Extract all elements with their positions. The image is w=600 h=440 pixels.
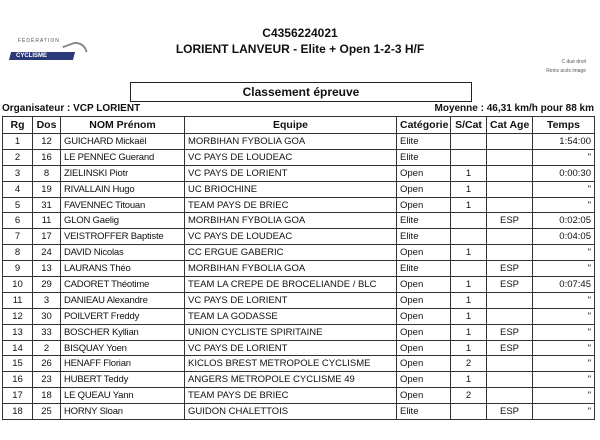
cell-bib: 11 bbox=[33, 213, 61, 229]
cell-age-category bbox=[487, 229, 533, 245]
cell-age-category bbox=[487, 356, 533, 372]
cell-bib: 25 bbox=[33, 404, 61, 420]
table-row bbox=[3, 181, 595, 197]
cell-age-category: ESP bbox=[487, 277, 533, 293]
cell-bib: 12 bbox=[33, 134, 61, 150]
classement-banner: Classement épreuve bbox=[130, 82, 472, 102]
cell-bib: 31 bbox=[33, 197, 61, 213]
cell-time: 0:04:05 bbox=[533, 229, 595, 245]
cell-time: " bbox=[533, 324, 595, 340]
cell-team-name: TEAM PAYS DE BRIEC bbox=[185, 197, 397, 213]
table-row bbox=[3, 308, 595, 324]
cell-team-name: TEAM PAYS DE BRIEC bbox=[185, 388, 397, 404]
cell-age-category: ESP bbox=[487, 340, 533, 356]
cell-rank: 9 bbox=[3, 261, 33, 277]
col-team: Equipe bbox=[185, 117, 397, 134]
cell-time: 0:07:45 bbox=[533, 277, 595, 293]
cell-age-category bbox=[487, 165, 533, 181]
cell-category: Elite bbox=[397, 149, 451, 165]
cell-subcategory: 2 bbox=[451, 388, 487, 404]
cell-rank: 2 bbox=[3, 149, 33, 165]
cell-bib: 24 bbox=[33, 245, 61, 261]
cell-rider-name: HUBERT Teddy bbox=[61, 372, 185, 388]
table-row bbox=[3, 404, 595, 420]
cell-subcategory: 1 bbox=[451, 292, 487, 308]
cell-subcategory: 1 bbox=[451, 245, 487, 261]
cell-rider-name: RIVALLAIN Hugo bbox=[61, 181, 185, 197]
cell-category: Open bbox=[397, 356, 451, 372]
cell-subcategory: 1 bbox=[451, 197, 487, 213]
cell-time: 0:00:30 bbox=[533, 165, 595, 181]
cell-rank: 1 bbox=[3, 134, 33, 150]
cell-team-name: VC PAYS DE LORIENT bbox=[185, 340, 397, 356]
cell-age-category bbox=[487, 388, 533, 404]
cell-team-name: MORBIHAN FYBOLIA GOA bbox=[185, 134, 397, 150]
table-row bbox=[3, 324, 595, 340]
col-rg: Rg bbox=[3, 117, 33, 134]
cell-rank: 5 bbox=[3, 197, 33, 213]
cell-rank: 10 bbox=[3, 277, 33, 293]
cell-age-category bbox=[487, 308, 533, 324]
table-row bbox=[3, 372, 595, 388]
table-row bbox=[3, 277, 595, 293]
cell-rider-name: BOSCHER Kyllian bbox=[61, 324, 185, 340]
cell-bib: 26 bbox=[33, 356, 61, 372]
cell-time: " bbox=[533, 404, 595, 420]
cell-team-name: UNION CYCLISTE SPIRITAINE bbox=[185, 324, 397, 340]
cell-time: " bbox=[533, 292, 595, 308]
cell-subcategory bbox=[451, 149, 487, 165]
cell-rider-name: DAVID Nicolas bbox=[61, 245, 185, 261]
cell-age-category bbox=[487, 372, 533, 388]
cell-category: Open bbox=[397, 292, 451, 308]
cell-category: Open bbox=[397, 277, 451, 293]
cell-team-name: CC ERGUE GABERIC bbox=[185, 245, 397, 261]
cell-time: 1:54:00 bbox=[533, 134, 595, 150]
cell-rider-name: LAURANS Théo bbox=[61, 261, 185, 277]
rights-note bbox=[546, 58, 586, 76]
cell-rank: 8 bbox=[3, 245, 33, 261]
cell-subcategory: 2 bbox=[451, 356, 487, 372]
rights-line-1: C dué droit bbox=[561, 59, 586, 65]
col-age-category: Cat Age bbox=[487, 117, 533, 134]
table-row bbox=[3, 165, 595, 181]
cell-category: Open bbox=[397, 372, 451, 388]
cell-category: Elite bbox=[397, 229, 451, 245]
average-speed: Moyenne : 46,31 km/h pour 88 km bbox=[434, 103, 594, 114]
cell-rider-name: ZIELINSKI Piotr bbox=[61, 165, 185, 181]
table-row bbox=[3, 149, 595, 165]
cell-rank: 4 bbox=[3, 181, 33, 197]
cell-team-name: TEAM LA GODASSE bbox=[185, 308, 397, 324]
cell-team-name: VC PAYS DE LOUDEAC bbox=[185, 229, 397, 245]
cell-category: Open bbox=[397, 388, 451, 404]
cell-team-name: GUIDON CHALETTOIS bbox=[185, 404, 397, 420]
results-body bbox=[3, 134, 595, 420]
cell-rank: 17 bbox=[3, 388, 33, 404]
cell-time: " bbox=[533, 340, 595, 356]
col-category: Catégorie bbox=[397, 117, 451, 134]
cell-rank: 13 bbox=[3, 324, 33, 340]
cell-category: Open bbox=[397, 197, 451, 213]
cell-bib: 18 bbox=[33, 388, 61, 404]
cell-age-category bbox=[487, 292, 533, 308]
cell-rider-name: HORNY Sloan bbox=[61, 404, 185, 420]
table-row bbox=[3, 245, 595, 261]
cell-subcategory: 1 bbox=[451, 340, 487, 356]
cell-category: Open bbox=[397, 165, 451, 181]
cell-rank: 3 bbox=[3, 165, 33, 181]
cell-age-category bbox=[487, 197, 533, 213]
cell-rank: 18 bbox=[3, 404, 33, 420]
cell-subcategory bbox=[451, 134, 487, 150]
cell-rider-name: DANIEAU Alexandre bbox=[61, 292, 185, 308]
cell-team-name: TEAM LA CREPE DE BROCELIANDE / BLC bbox=[185, 277, 397, 293]
race-id: C4356224021 bbox=[262, 26, 338, 40]
cell-subcategory bbox=[451, 261, 487, 277]
table-row bbox=[3, 229, 595, 245]
cell-time: " bbox=[533, 149, 595, 165]
cell-subcategory: 1 bbox=[451, 165, 487, 181]
table-row bbox=[3, 388, 595, 404]
cell-bib: 3 bbox=[33, 292, 61, 308]
results-table bbox=[2, 116, 595, 420]
cell-age-category bbox=[487, 181, 533, 197]
cell-rider-name: HENAFF Florian bbox=[61, 356, 185, 372]
cell-bib: 23 bbox=[33, 372, 61, 388]
cell-age-category bbox=[487, 149, 533, 165]
cell-bib: 29 bbox=[33, 277, 61, 293]
organizer: Organisateur : VCP LORIENT bbox=[2, 103, 141, 114]
cell-bib: 19 bbox=[33, 181, 61, 197]
cell-rider-name: FAVENNEC Titouan bbox=[61, 197, 185, 213]
cell-category: Elite bbox=[397, 404, 451, 420]
cell-subcategory: 1 bbox=[451, 308, 487, 324]
cell-team-name: MORBIHAN FYBOLIA GOA bbox=[185, 261, 397, 277]
cell-category: Open bbox=[397, 324, 451, 340]
table-row bbox=[3, 197, 595, 213]
cell-subcategory bbox=[451, 229, 487, 245]
cell-subcategory: 1 bbox=[451, 181, 487, 197]
cell-category: Elite bbox=[397, 261, 451, 277]
cell-subcategory bbox=[451, 404, 487, 420]
cell-rank: 16 bbox=[3, 372, 33, 388]
cell-time: " bbox=[533, 372, 595, 388]
table-header-row bbox=[3, 117, 595, 134]
cell-category: Open bbox=[397, 340, 451, 356]
col-dos: Dos bbox=[33, 117, 61, 134]
rights-line-2: Reins acés image bbox=[546, 68, 586, 74]
cell-time: " bbox=[533, 356, 595, 372]
cell-rider-name: GUICHARD Mickaël bbox=[61, 134, 185, 150]
cell-age-category: ESP bbox=[487, 404, 533, 420]
cell-bib: 13 bbox=[33, 261, 61, 277]
cell-rank: 12 bbox=[3, 308, 33, 324]
table-row bbox=[3, 213, 595, 229]
cell-subcategory: 1 bbox=[451, 324, 487, 340]
race-title: LORIENT LANVEUR - Elite + Open 1-2-3 H/F bbox=[175, 42, 425, 56]
cell-team-name: MORBIHAN FYBOLIA GOA bbox=[185, 213, 397, 229]
cell-age-category: ESP bbox=[487, 213, 533, 229]
cell-time: " bbox=[533, 308, 595, 324]
cell-team-name: UC BRIOCHINE bbox=[185, 181, 397, 197]
cell-rider-name: POILVERT Freddy bbox=[61, 308, 185, 324]
table-row bbox=[3, 134, 595, 150]
cell-bib: 8 bbox=[33, 165, 61, 181]
cell-category: Open bbox=[397, 308, 451, 324]
cell-category: Elite bbox=[397, 134, 451, 150]
cell-team-name: VC PAYS DE LORIENT bbox=[185, 292, 397, 308]
logo-name: CYCLISME bbox=[16, 53, 48, 59]
cell-age-category: ESP bbox=[487, 261, 533, 277]
logo-top-text: FÉDÉRATION bbox=[18, 38, 60, 44]
col-time: Temps bbox=[533, 117, 595, 134]
cell-bib: 17 bbox=[33, 229, 61, 245]
cell-category: Open bbox=[397, 181, 451, 197]
cell-rank: 7 bbox=[3, 229, 33, 245]
cell-time: " bbox=[533, 181, 595, 197]
cell-rider-name: GLON Gaelig bbox=[61, 213, 185, 229]
col-name: NOM Prénom bbox=[61, 117, 185, 134]
table-row bbox=[3, 261, 595, 277]
col-subcategory: S/Cat bbox=[451, 117, 487, 134]
cell-subcategory bbox=[451, 213, 487, 229]
cell-rider-name: VEISTROFFER Baptiste bbox=[61, 229, 185, 245]
cell-team-name: KICLOS BREST METROPOLE CYCLISME bbox=[185, 356, 397, 372]
cell-bib: 33 bbox=[33, 324, 61, 340]
table-row bbox=[3, 340, 595, 356]
cell-rider-name: LE PENNEC Guerand bbox=[61, 149, 185, 165]
cell-bib: 2 bbox=[33, 340, 61, 356]
cell-team-name: ANGERS METROPOLE CYCLISME 49 bbox=[185, 372, 397, 388]
cell-rank: 11 bbox=[3, 292, 33, 308]
cell-category: Open bbox=[397, 245, 451, 261]
cell-age-category bbox=[487, 134, 533, 150]
cell-bib: 16 bbox=[33, 149, 61, 165]
cell-time: " bbox=[533, 388, 595, 404]
cell-time: 0:02:05 bbox=[533, 213, 595, 229]
cell-team-name: VC PAYS DE LORIENT bbox=[185, 165, 397, 181]
cell-category: Elite bbox=[397, 213, 451, 229]
cell-bib: 30 bbox=[33, 308, 61, 324]
cell-rider-name: CADORET Théotime bbox=[61, 277, 185, 293]
cell-subcategory: 1 bbox=[451, 372, 487, 388]
table-row bbox=[3, 292, 595, 308]
cell-time: " bbox=[533, 245, 595, 261]
cell-age-category bbox=[487, 245, 533, 261]
cell-time: " bbox=[533, 261, 595, 277]
cell-rider-name: BISQUAY Yoen bbox=[61, 340, 185, 356]
cell-rank: 15 bbox=[3, 356, 33, 372]
cell-time: " bbox=[533, 197, 595, 213]
table-row bbox=[3, 356, 595, 372]
cell-team-name: VC PAYS DE LOUDEAC bbox=[185, 149, 397, 165]
cell-age-category: ESP bbox=[487, 324, 533, 340]
cell-rank: 6 bbox=[3, 213, 33, 229]
cell-rank: 14 bbox=[3, 340, 33, 356]
cell-subcategory: 1 bbox=[451, 277, 487, 293]
cell-rider-name: LE QUEAU Yann bbox=[61, 388, 185, 404]
